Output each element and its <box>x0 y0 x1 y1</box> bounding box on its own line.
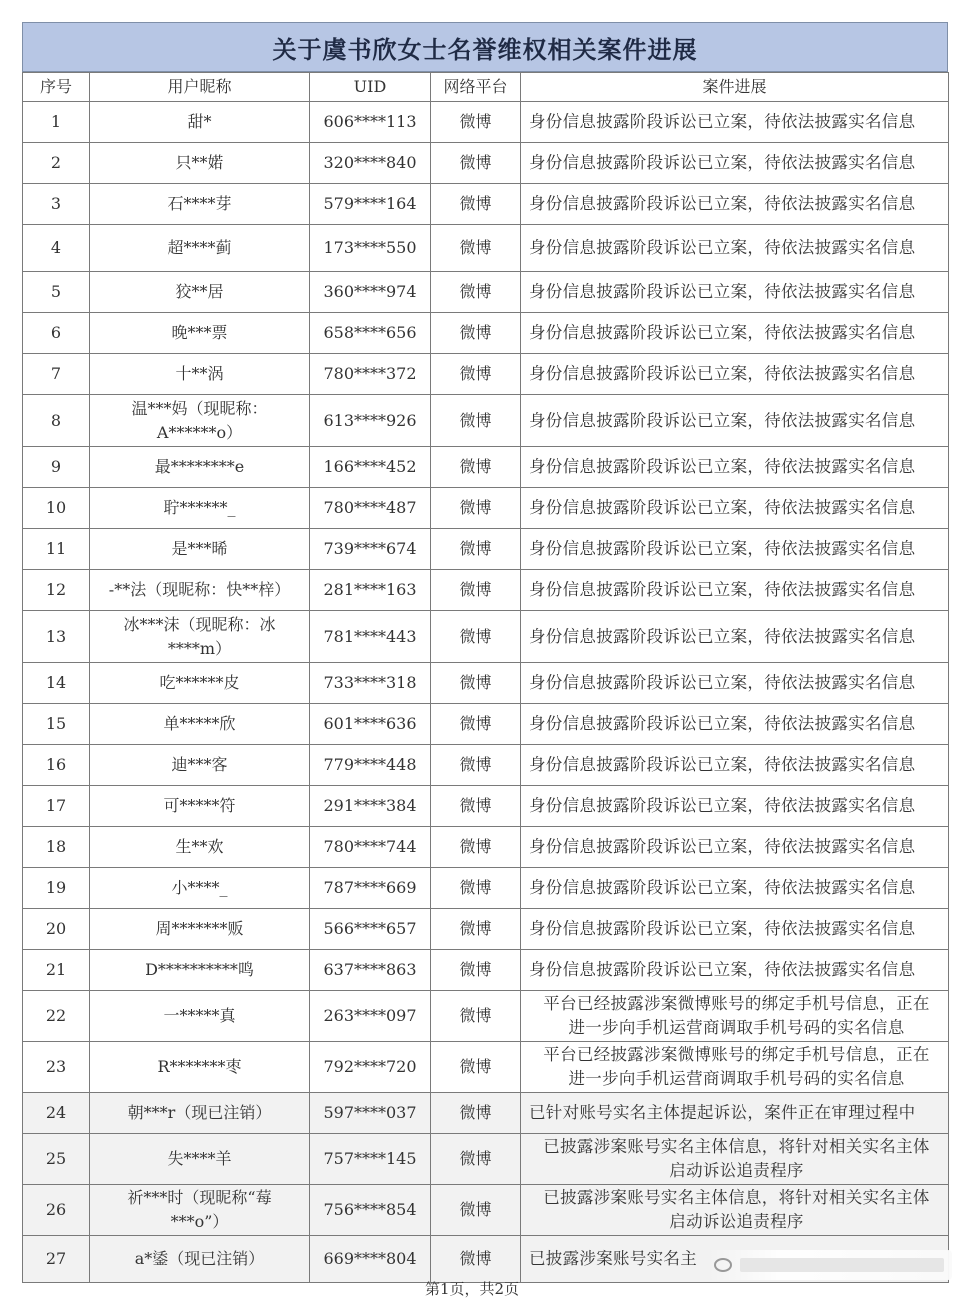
cell-platform: 微博 <box>431 868 521 909</box>
cell-platform: 微博 <box>431 447 521 488</box>
cell-uid: 579****164 <box>310 184 431 225</box>
cell-progress: 身份信息披露阶段诉讼已立案，待依法披露实名信息 <box>521 570 949 611</box>
cell-nickname: 甜* <box>90 102 310 143</box>
table-row <box>23 225 949 272</box>
cell-progress: 身份信息披露阶段诉讼已立案，待依法披露实名信息 <box>521 313 949 354</box>
cell-platform: 微博 <box>431 1185 521 1236</box>
cell-progress: 身份信息披露阶段诉讼已立案，待依法披露实名信息 <box>521 395 949 447</box>
cell-progress: 身份信息披露阶段诉讼已立案，待依法披露实名信息 <box>521 868 949 909</box>
cell-progress: 身份信息披露阶段诉讼已立案，待依法披露实名信息 <box>521 447 949 488</box>
cell-nickname: 吃******皮 <box>90 663 310 704</box>
cell-progress: 身份信息披露阶段诉讼已立案，待依法披露实名信息 <box>521 745 949 786</box>
cell-progress: 身份信息披露阶段诉讼已立案，待依法披露实名信息 <box>521 184 949 225</box>
cell-progress: 已披露涉案账号实名主体信息，将针对相关实名主体 启动诉讼追责程序 <box>521 1185 949 1236</box>
cell-no: 14 <box>23 663 90 704</box>
cell-progress: 身份信息披露阶段诉讼已立案，待依法披露实名信息 <box>521 529 949 570</box>
cell-progress: 身份信息披露阶段诉讼已立案，待依法披露实名信息 <box>521 704 949 745</box>
cell-platform: 微博 <box>431 909 521 950</box>
cell-uid: 601****636 <box>310 704 431 745</box>
cell-uid: 780****372 <box>310 354 431 395</box>
cell-uid: 173****550 <box>310 225 431 272</box>
cell-nickname: 聍******_ <box>90 488 310 529</box>
cell-no: 18 <box>23 827 90 868</box>
cell-uid: 613****926 <box>310 395 431 447</box>
table-row <box>23 1093 949 1134</box>
cell-progress: 身份信息披露阶段诉讼已立案，待依法披露实名信息 <box>521 102 949 143</box>
cell-nickname: 只**婼 <box>90 143 310 184</box>
cell-platform: 微博 <box>431 225 521 272</box>
page-footer: 第1页，共2页 <box>425 1280 520 1298</box>
cell-nickname: 最********e <box>90 447 310 488</box>
cell-nickname: D**********鸣 <box>90 950 310 991</box>
cell-no: 24 <box>23 1093 90 1134</box>
cell-platform: 微博 <box>431 663 521 704</box>
cell-no: 21 <box>23 950 90 991</box>
cell-nickname: 一*****真 <box>90 991 310 1042</box>
cell-nickname: 十**涡 <box>90 354 310 395</box>
case-table <box>22 72 949 1283</box>
table-row <box>23 991 949 1042</box>
cell-uid: 566****657 <box>310 909 431 950</box>
cell-nickname: 小****_ <box>90 868 310 909</box>
table-row <box>23 1042 949 1093</box>
cell-uid: 757****145 <box>310 1134 431 1185</box>
cell-platform: 微博 <box>431 395 521 447</box>
cell-platform: 微博 <box>431 1236 521 1283</box>
cell-platform: 微博 <box>431 570 521 611</box>
cell-platform: 微博 <box>431 313 521 354</box>
cell-no: 5 <box>23 272 90 313</box>
cell-no: 7 <box>23 354 90 395</box>
cell-platform: 微博 <box>431 272 521 313</box>
cell-uid: 320****840 <box>310 143 431 184</box>
cell-no: 15 <box>23 704 90 745</box>
cell-nickname: 迪***客 <box>90 745 310 786</box>
table-row <box>23 909 949 950</box>
cell-platform: 微博 <box>431 354 521 395</box>
cell-nickname: a*鋈（现已注销） <box>90 1236 310 1283</box>
cell-progress: 身份信息披露阶段诉讼已立案，待依法披露实名信息 <box>521 786 949 827</box>
table-row <box>23 745 949 786</box>
header-progress: 案件进展 <box>521 73 949 102</box>
document-sheet <box>22 22 948 1283</box>
cell-platform: 微博 <box>431 529 521 570</box>
cell-nickname: 可*****符 <box>90 786 310 827</box>
cell-platform: 微博 <box>431 991 521 1042</box>
cell-nickname: 朝***r（现已注销） <box>90 1093 310 1134</box>
table-row <box>23 272 949 313</box>
cell-no: 27 <box>23 1236 90 1283</box>
cell-uid: 756****854 <box>310 1185 431 1236</box>
weibo-watermark-icon <box>714 1258 732 1272</box>
header-uid: UID <box>310 73 431 102</box>
header-no: 序号 <box>23 73 90 102</box>
table-row <box>23 611 949 663</box>
cell-uid: 792****720 <box>310 1042 431 1093</box>
cell-no: 2 <box>23 143 90 184</box>
cell-nickname: 石****芽 <box>90 184 310 225</box>
cell-no: 10 <box>23 488 90 529</box>
cell-no: 20 <box>23 909 90 950</box>
table-row <box>23 663 949 704</box>
cell-no: 25 <box>23 1134 90 1185</box>
cell-platform: 微博 <box>431 488 521 529</box>
table-row <box>23 1134 949 1185</box>
cell-nickname: 单*****欣 <box>90 704 310 745</box>
cell-platform: 微博 <box>431 611 521 663</box>
cell-progress: 已披露涉案账号实名主 <box>521 1236 949 1283</box>
cell-no: 3 <box>23 184 90 225</box>
cell-uid: 637****863 <box>310 950 431 991</box>
cell-uid: 291****384 <box>310 786 431 827</box>
cell-no: 8 <box>23 395 90 447</box>
watermark-overlay <box>708 1250 952 1280</box>
table-row <box>23 704 949 745</box>
cell-uid: 739****674 <box>310 529 431 570</box>
cell-uid: 606****113 <box>310 102 431 143</box>
table-row <box>23 102 949 143</box>
table-row <box>23 354 949 395</box>
table-row <box>23 313 949 354</box>
cell-progress: 已披露涉案账号实名主体信息，将针对相关实名主体 启动诉讼追责程序 <box>521 1134 949 1185</box>
table-row <box>23 786 949 827</box>
header-platform: 网络平台 <box>431 73 521 102</box>
cell-platform: 微博 <box>431 1042 521 1093</box>
cell-nickname: 周*******贩 <box>90 909 310 950</box>
table-row <box>23 570 949 611</box>
table-header-row <box>23 73 949 102</box>
cell-uid: 281****163 <box>310 570 431 611</box>
cell-progress: 身份信息披露阶段诉讼已立案，待依法披露实名信息 <box>521 950 949 991</box>
table-row <box>23 488 949 529</box>
cell-no: 19 <box>23 868 90 909</box>
cell-nickname: 生**欢 <box>90 827 310 868</box>
cell-no: 12 <box>23 570 90 611</box>
cell-uid: 780****487 <box>310 488 431 529</box>
table-row <box>23 1185 949 1236</box>
table-row <box>23 950 949 991</box>
cell-progress: 身份信息披露阶段诉讼已立案，待依法披露实名信息 <box>521 143 949 184</box>
cell-no: 1 <box>23 102 90 143</box>
cell-platform: 微博 <box>431 950 521 991</box>
cell-uid: 781****443 <box>310 611 431 663</box>
cell-no: 9 <box>23 447 90 488</box>
cell-platform: 微博 <box>431 143 521 184</box>
cell-progress: 平台已经披露涉案微博账号的绑定手机号信息，正在 进一步向手机运营商调取手机号码的实名信息 <box>521 991 949 1042</box>
cell-progress: 身份信息披露阶段诉讼已立案，待依法披露实名信息 <box>521 354 949 395</box>
table-row <box>23 143 949 184</box>
cell-platform: 微博 <box>431 745 521 786</box>
cell-no: 11 <box>23 529 90 570</box>
cell-progress: 平台已经披露涉案微博账号的绑定手机号信息，正在 进一步向手机运营商调取手机号码的实名信息 <box>521 1042 949 1093</box>
table-row <box>23 184 949 225</box>
cell-no: 26 <box>23 1185 90 1236</box>
cell-platform: 微博 <box>431 102 521 143</box>
header-nickname: 用户昵称 <box>90 73 310 102</box>
cell-progress: 身份信息披露阶段诉讼已立案，待依法披露实名信息 <box>521 663 949 704</box>
cell-no: 17 <box>23 786 90 827</box>
cell-nickname: 狡**居 <box>90 272 310 313</box>
table-row <box>23 827 949 868</box>
document-title: 关于虞书欣女士名誉维权相关案件进展 <box>22 22 948 72</box>
cell-progress: 已针对账号实名主体提起诉讼，案件正在审理过程中 <box>521 1093 949 1134</box>
cell-uid: 669****804 <box>310 1236 431 1283</box>
cell-platform: 微博 <box>431 827 521 868</box>
cell-nickname: 超****蓟 <box>90 225 310 272</box>
cell-platform: 微博 <box>431 1093 521 1134</box>
cell-uid: 733****318 <box>310 663 431 704</box>
cell-no: 23 <box>23 1042 90 1093</box>
cell-no: 16 <box>23 745 90 786</box>
cell-platform: 微博 <box>431 786 521 827</box>
cell-progress: 身份信息披露阶段诉讼已立案，待依法披露实名信息 <box>521 225 949 272</box>
cell-uid: 658****656 <box>310 313 431 354</box>
cell-uid: 780****744 <box>310 827 431 868</box>
cell-uid: 779****448 <box>310 745 431 786</box>
table-row <box>23 529 949 570</box>
table-row <box>23 868 949 909</box>
cell-no: 4 <box>23 225 90 272</box>
cell-uid: 263****097 <box>310 991 431 1042</box>
cell-nickname: 晚***票 <box>90 313 310 354</box>
cell-progress: 身份信息披露阶段诉讼已立案，待依法披露实名信息 <box>521 827 949 868</box>
cell-nickname: -**法（现昵称：快**梓） <box>90 570 310 611</box>
cell-platform: 微博 <box>431 704 521 745</box>
cell-uid: 166****452 <box>310 447 431 488</box>
cell-uid: 360****974 <box>310 272 431 313</box>
table-row <box>23 395 949 447</box>
cell-nickname: 是***晞 <box>90 529 310 570</box>
cell-nickname: 冰***沫（现昵称：冰 ****m） <box>90 611 310 663</box>
table-row <box>23 447 949 488</box>
cell-progress: 身份信息披露阶段诉讼已立案，待依法披露实名信息 <box>521 909 949 950</box>
cell-no: 22 <box>23 991 90 1042</box>
cell-progress: 身份信息披露阶段诉讼已立案，待依法披露实名信息 <box>521 488 949 529</box>
cell-uid: 597****037 <box>310 1093 431 1134</box>
cell-no: 6 <box>23 313 90 354</box>
cell-nickname: 温***妈（现昵称： A******o） <box>90 395 310 447</box>
cell-progress: 身份信息披露阶段诉讼已立案，待依法披露实名信息 <box>521 611 949 663</box>
watermark-bar <box>740 1258 944 1272</box>
cell-uid: 787****669 <box>310 868 431 909</box>
cell-progress: 身份信息披露阶段诉讼已立案，待依法披露实名信息 <box>521 272 949 313</box>
cell-nickname: 祈***时（现昵称“莓 ***o”） <box>90 1185 310 1236</box>
cell-nickname: R*******枣 <box>90 1042 310 1093</box>
cell-platform: 微博 <box>431 1134 521 1185</box>
cell-platform: 微博 <box>431 184 521 225</box>
cell-nickname: 失****羊 <box>90 1134 310 1185</box>
cell-no: 13 <box>23 611 90 663</box>
